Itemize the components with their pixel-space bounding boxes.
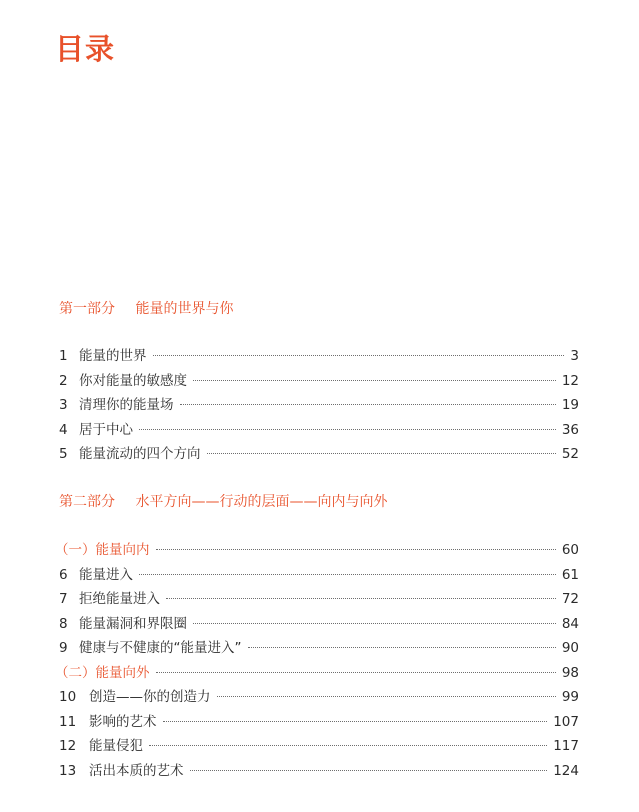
chapter-number: 13: [59, 762, 77, 779]
part-one-label: 第一部分: [59, 301, 115, 317]
chapter-number: 3: [59, 397, 68, 413]
chapter-number: 5: [59, 446, 68, 462]
dot-leader: [190, 770, 548, 771]
page-number: 60: [561, 542, 579, 558]
toc-section-entry[interactable]: [55, 538, 579, 563]
chapter-title: 拒绝能量进入: [79, 591, 160, 607]
page-number: 90: [561, 640, 579, 656]
page-number: 72: [561, 591, 579, 607]
toc-entry[interactable]: [59, 344, 579, 369]
page-title: 目录: [55, 32, 116, 66]
chapter-title: 健康与不健康的“能量进入”: [79, 640, 242, 656]
dot-leader: [156, 672, 556, 673]
chapter-title: 创造——你的创造力: [89, 689, 211, 705]
chapter-number: 9: [59, 640, 68, 656]
page-number: 52: [561, 446, 579, 462]
page-number: 84: [561, 615, 579, 632]
page-number: 3: [570, 348, 579, 364]
chapter-number: 10: [59, 689, 77, 705]
page-number: 61: [561, 566, 579, 583]
dot-leader: [156, 549, 556, 550]
chapter-title: 能量的世界: [79, 348, 147, 364]
toc-section-entry[interactable]: [55, 661, 579, 686]
toc-entry[interactable]: [55, 685, 579, 710]
section-title: （一）能量向内: [55, 542, 150, 558]
dot-leader: [193, 380, 556, 381]
section-title: （二）能量向外: [55, 664, 150, 681]
page-number: 36: [561, 421, 579, 438]
chapter-number: 6: [59, 566, 68, 583]
toc-entry[interactable]: [55, 759, 579, 784]
part-two-title: 水平方向——行动的层面——向内与向外: [135, 494, 388, 510]
chapter-number: 2: [59, 372, 68, 389]
dot-leader: [139, 429, 556, 430]
chapter-title: 居于中心: [79, 421, 133, 438]
dot-leader: [149, 745, 547, 746]
dot-leader: [207, 453, 556, 454]
toc-entry[interactable]: [55, 734, 579, 759]
page-number: 117: [553, 738, 579, 754]
part-one-heading: [59, 299, 233, 319]
chapter-number: 4: [59, 421, 68, 438]
dot-leader: [139, 574, 556, 575]
toc-entry[interactable]: [59, 418, 579, 443]
toc-entry[interactable]: [59, 369, 579, 394]
toc-entry[interactable]: [55, 612, 579, 637]
dot-leader: [153, 355, 565, 356]
chapter-title: 活出本质的艺术: [89, 762, 184, 779]
dot-leader: [217, 696, 556, 697]
toc-entry[interactable]: [55, 587, 579, 612]
toc-entry[interactable]: [55, 710, 579, 735]
toc-entry[interactable]: [59, 442, 579, 467]
page-number: 124: [553, 762, 579, 779]
part-two-label: 第二部分: [59, 494, 115, 510]
chapter-title: 能量进入: [79, 566, 133, 583]
dot-leader: [248, 647, 556, 648]
chapter-number: 12: [59, 738, 77, 754]
chapter-title: 能量漏洞和界限圈: [79, 615, 187, 632]
chapter-number: 1: [59, 348, 68, 364]
dot-leader: [163, 721, 548, 722]
chapter-number: 11: [59, 713, 77, 730]
page-number: 19: [561, 397, 579, 413]
toc-entry[interactable]: [55, 563, 579, 588]
page-number: 12: [561, 372, 579, 389]
chapter-title: 影响的艺术: [89, 713, 157, 730]
toc-entry[interactable]: [55, 636, 579, 661]
part-two-toc: [55, 538, 579, 783]
chapter-title: 你对能量的敏感度: [79, 372, 187, 389]
dot-leader: [193, 623, 556, 624]
page-number: 99: [561, 689, 579, 705]
chapter-number: 7: [59, 591, 68, 607]
part-two-heading: [59, 492, 387, 512]
chapter-title: 清理你的能量场: [79, 397, 174, 413]
part-one-title: 能量的世界与你: [135, 301, 234, 317]
chapter-title: 能量流动的四个方向: [79, 446, 201, 462]
chapter-title: 能量侵犯: [89, 738, 143, 754]
toc-entry[interactable]: [59, 393, 579, 418]
page-number: 98: [561, 664, 579, 681]
dot-leader: [166, 598, 556, 599]
page-number: 107: [553, 713, 579, 730]
chapter-number: 8: [59, 615, 68, 632]
part-one-toc: [59, 344, 579, 467]
dot-leader: [180, 404, 556, 405]
